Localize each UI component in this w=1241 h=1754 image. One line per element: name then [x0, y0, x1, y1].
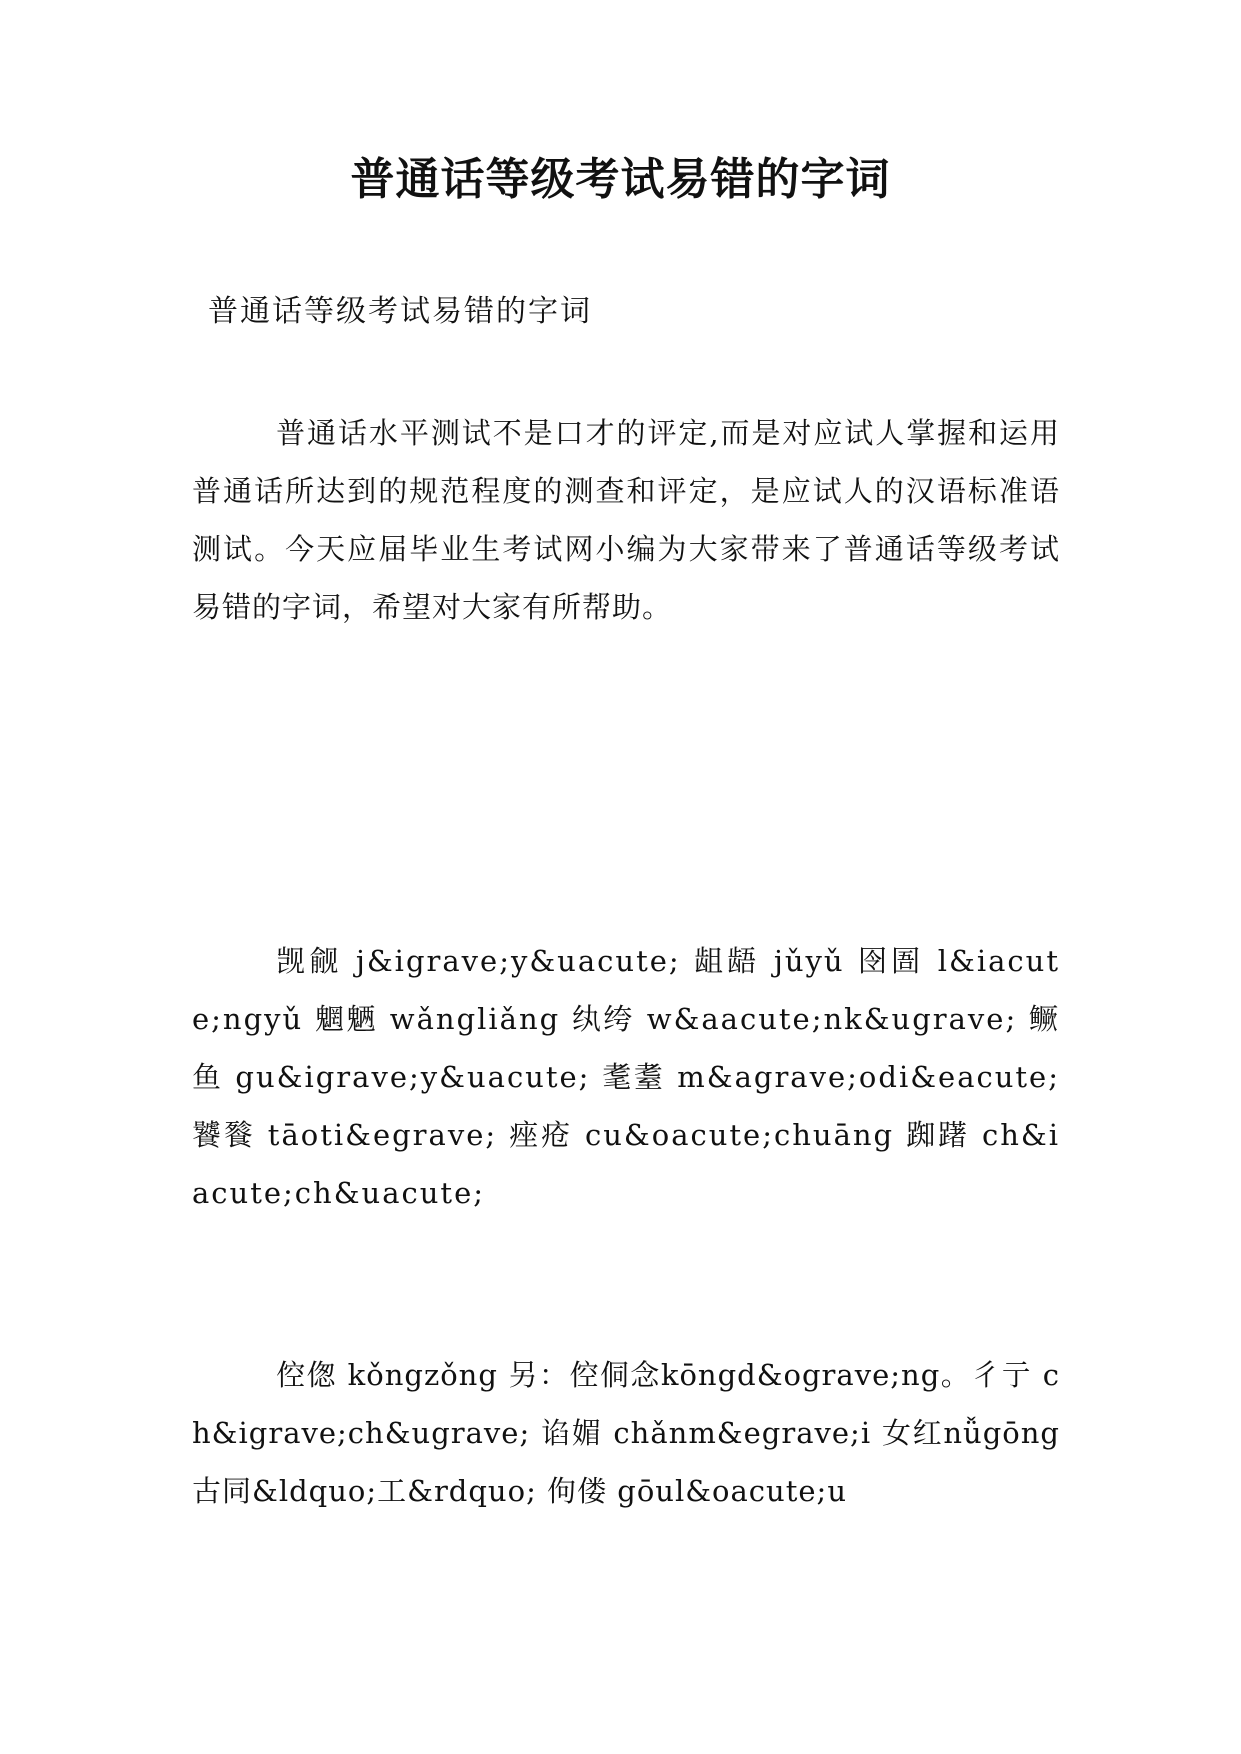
word-list-paragraph-2: 倥偬 kǒngzǒng 另：倥侗念kōngd&ograve;ng。彳亍 ch&igrave;ch&ugrave; 谄媚 chǎnm&egrave;i 女红nǚgōng 古同&ldquo;工&rdquo; 佝偻 gōul&oacute;u [192, 1358, 1060, 1508]
word-list-paragraph-1: 觊觎 j&igrave;y&uacute; 龃龉 jǔyǔ 囹圄 l&iacute;ngyǔ 魍魉 wǎngliǎng 纨绔 w&aacute;nk&ugrave; 鳜鱼 gu&igrave;y&uacute; 耄耋 m&agrave;odi&eacute; 饕餮 tāoti&egrave; 痤疮 cu&oacute;chuāng 踟躇 ch&iacute;ch&uacute; [192, 944, 1060, 1210]
document-subtitle: 普通话等级考试易错的字词 [208, 294, 592, 329]
document-title: 普通话等级考试易错的字词 [350, 154, 891, 205]
intro-paragraph: 普通话水平测试不是口才的评定,而是对应试人掌握和运用普通话所达到的规范程度的测查和评定，是应试人的汉语标准语测试。今天应届毕业生考试网小编为大家带来了普通话等级考试易错的字词，希望对大家有所帮助。 [192, 416, 1060, 624]
